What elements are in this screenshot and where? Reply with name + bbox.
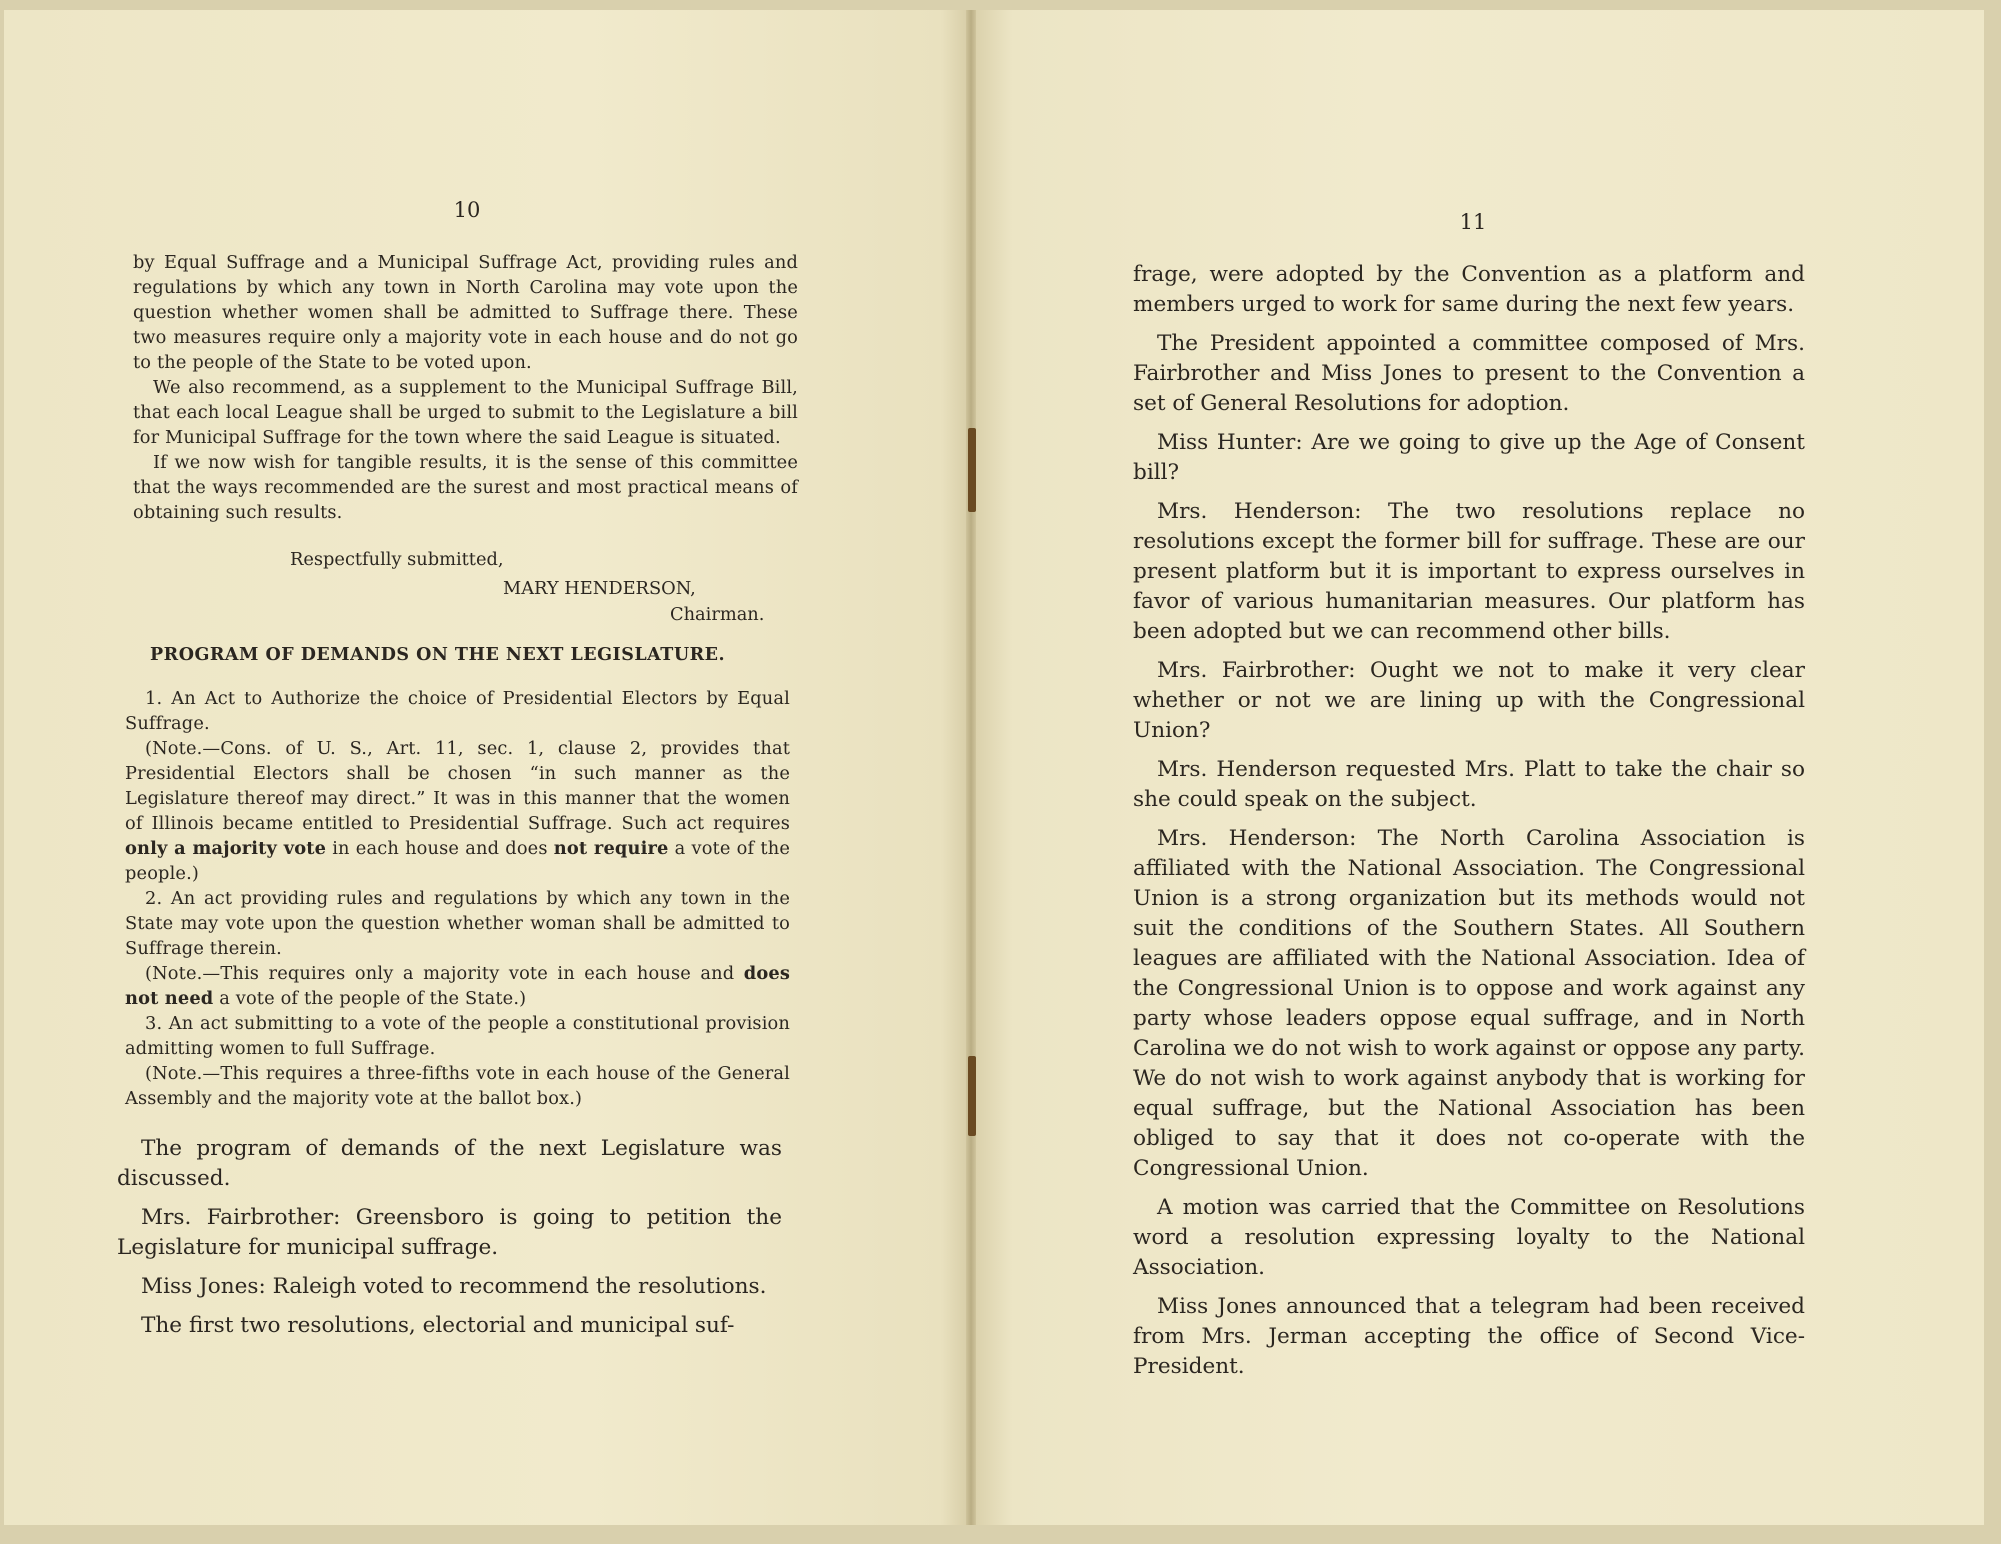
- program-list: [125, 686, 790, 1111]
- report-paragraph: If we now wish for tangible results, it is the sense of this committee that the ways recommended are the surest and most practical means of obtaining such results.: [133, 452, 798, 523]
- lower-staple: [968, 1056, 976, 1136]
- minutes-paragraph: A motion was carried that the Committee on Resolutions word a resolution expressing loyalty to the National Association.: [1133, 1195, 1805, 1280]
- right-minutes: [1133, 260, 1805, 1391]
- minutes-paragraph: The President appointed a committee composed of Mrs. Fairbrother and Miss Jones to present to the Convention a set of General Resolutions for adoption.: [1133, 331, 1805, 416]
- program-item: 3. An act submitting to a vote of the people a constitutional provision admitting women to full Suffrage.: [125, 1013, 790, 1059]
- minutes-paragraph: The first two resolutions, electorial and municipal suf-: [141, 1313, 735, 1338]
- upper-staple: [968, 428, 976, 512]
- minutes-paragraph: Miss Hunter: Are we going to give up the Age of Consent bill?: [1133, 430, 1805, 485]
- report-paragraph: We also recommend, as a supplement to the Municipal Suffrage Bill, that each local League shall be urged to submit to the Legislature a bill for Municipal Suffrage for the town where the said League is situated.: [133, 377, 798, 448]
- left-minutes: [117, 1134, 782, 1350]
- minutes-paragraph: frage, were adopted by the Convention as a platform and members urged to work for same during the next few years.: [1133, 262, 1805, 317]
- program-item: 2. An act providing rules and regulations by which any town in the State may vote upon the question whether woman shall be admitted to Suffrage therein.: [125, 888, 790, 959]
- minutes-paragraph: Mrs. Fairbrother: Greensboro is going to petition the Legislature for municipal suffrage.: [117, 1205, 782, 1260]
- minutes-paragraph: Mrs. Fairbrother: Ought we not to make it very clear whether or not we are lining up with the Congressional Union?: [1133, 658, 1805, 743]
- minutes-paragraph: Mrs. Henderson requested Mrs. Platt to take the chair so she could speak on the subject.: [1133, 757, 1805, 812]
- program-heading: PROGRAM OF DEMANDS ON THE NEXT LEGISLATURE.: [150, 645, 726, 665]
- book-gutter: [966, 10, 976, 1525]
- report-paragraph: by Equal Suffrage and a Municipal Suffrage Act, providing rules and regulations by which any town in North Carolina may vote upon the question whether women shall be admitted to Suffrage there. These two measures require only a majority vote in each house and do not go to the people of the State to be voted upon.: [133, 252, 798, 373]
- minutes-paragraph: Mrs. Henderson: The North Carolina Association is affiliated with the National Association. The Congressional Union is a strong organization but its methods would not suit the conditions of the Southern States. All Southern leagues are affiliated with the National Association. Idea of the Congressional Union is to oppose and work against any party whose leaders oppose equal suffrage, and in North Carolina we do not wish to work against or oppose any party. We do not wish to work against anybody that is working for equal suffrage, but the National Association has been obliged to say that it does not co-operate with the Congressional Union.: [1133, 826, 1805, 1181]
- minutes-paragraph: Mrs. Henderson: The two resolutions replace no resolutions except the former bill for suffrage. These are our present platform but it is important to express ourselves in favor of various humanitarian measures. Our platform has been adopted but we can recommend other bills.: [1133, 499, 1805, 644]
- minutes-paragraph: Miss Jones: Raleigh voted to recommend the resolutions.: [141, 1274, 767, 1299]
- program-note: (Note.—This requires only a majority vote in each house and does not need a vote of the people of the State.): [125, 963, 790, 1009]
- program-note: (Note.—Cons. of U. S., Art. 11, sec. 1, clause 2, provides that Presidential Electors shall be chosen “in such manner as the Legislature thereof may direct.” It was in this manner that the women of Illinois became entitled to Presidential Suffrage. Such act requires only a majority vote in each house and does not require a vote of the people.): [125, 738, 790, 884]
- program-item: 1. An Act to Authorize the choice of Presidential Electors by Equal Suffrage.: [125, 688, 790, 734]
- signer-name: MARY HENDERSON,: [503, 578, 696, 599]
- minutes-paragraph: Miss Jones announced that a telegram had been received from Mrs. Jerman accepting the office of Second Vice-President.: [1133, 1294, 1805, 1379]
- minutes-paragraph: The program of demands of the next Legislature was discussed.: [117, 1136, 782, 1191]
- program-note: (Note.—This requires a three-fifths vote in each house of the General Assembly and the majority vote at the ballot box.): [125, 1063, 790, 1109]
- right-page-number: 11: [1459, 210, 1487, 234]
- signoff: Respectfully submitted,: [290, 549, 504, 570]
- committee-report: [133, 250, 798, 525]
- signer-title: Chairman.: [670, 604, 765, 625]
- left-page-number: 10: [453, 198, 481, 222]
